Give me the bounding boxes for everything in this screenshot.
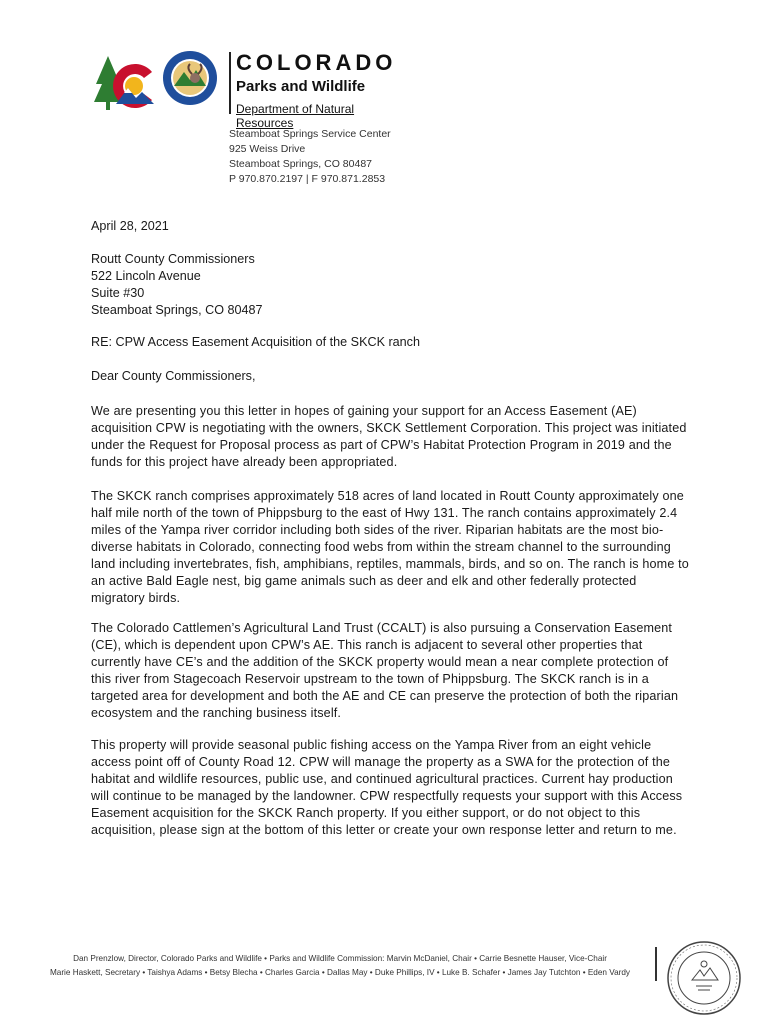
office-city: Steamboat Springs, CO 80487 bbox=[229, 158, 373, 170]
body-paragraph: The SKCK ranch comprises approximately 518 acres of land located in Routt County approximately one half mile north of the town of Phippsburg to the east of Hwy 131. The ranch contains approximately 2.4 miles of the Yampa river corridor including both sides of the river. Riparian habitats are the most bio-diverse habitats in Colorado, connecting food webs from within the stream channel to the surrounding land including invertebrates, fish, amphibians, reptiles, mammals, birds, and so on. The ranch is home to an active Bald Eagle nest, big game animals such as deer and elk and other federally protected migratory birds. bbox=[91, 489, 689, 605]
body-paragraph: We are presenting you this letter in hopes of gaining your support for an Access Easement (AE) acquisition CPW is negotiating with the owners, SKCK Settlement Corporation. This project was initiated under the Request for Proposal process as part of CPW’s Habitat Protection Program in 2019 and the funds for this project have already been appropriated. bbox=[91, 404, 687, 469]
cpw-seal-icon bbox=[162, 50, 218, 106]
recipient-line: 522 Lincoln Avenue bbox=[91, 269, 201, 283]
state-of-colorado-seal-icon bbox=[666, 940, 742, 1016]
body-paragraph: This property will provide seasonal public fishing access on the Yampa River from an eight vehicle access point off of County Road 12. CPW will manage the property as a SWA for the protection of the habitat and wildlife resources, public use, and continued agricultural practices. Current hay production will continue to be managed by the landowner. CPW respectfully requests your support with this Access Easement acquisition for the SKCK Ranch property. If you either support, or do not object to this acquisition, please sign at the bottom of this letter or create your own response letter and return to me. bbox=[91, 738, 683, 837]
subject-line: RE: CPW Access Easement Acquisition of the SKCK ranch bbox=[91, 335, 420, 349]
office-name: Steamboat Springs Service Center bbox=[229, 128, 391, 140]
logo-title: COLORADO bbox=[236, 50, 397, 75]
contact-block bbox=[229, 127, 391, 187]
office-street: 925 Weiss Drive bbox=[229, 143, 306, 155]
footer-line: Dan Prenzlow, Director, Colorado Parks and Wildlife • Parks and Wildlife Commission: Marvin McDaniel, Chair • Carrie Besnette Hauser, Vice-Chair bbox=[73, 954, 607, 963]
office-phone-fax: P 970.870.2197 | F 970.871.2853 bbox=[229, 173, 386, 185]
footer-divider bbox=[655, 947, 657, 981]
footer-line: Marie Haskett, Secretary • Taishya Adams • Betsy Blecha • Charles Garcia • Dallas May • Duke Phillips, IV • Luke B. Schafer • James Jay Tutchton • Eden Vardy bbox=[49, 968, 631, 977]
recipient-address bbox=[91, 251, 263, 319]
recipient-line: Steamboat Springs, CO 80487 bbox=[91, 303, 263, 317]
logo-subtitle: Parks and Wildlife bbox=[236, 78, 366, 95]
colorado-c-mountain-logo-icon bbox=[94, 54, 160, 114]
recipient-line: Routt County Commissioners bbox=[91, 252, 255, 266]
letter-date: April 28, 2021 bbox=[91, 219, 169, 233]
footer-officials bbox=[40, 952, 640, 980]
logo-department: Department of Natural Resources bbox=[236, 102, 355, 130]
logo-divider bbox=[229, 52, 231, 114]
recipient-line: Suite #30 bbox=[91, 286, 145, 300]
cpw-logo-block bbox=[94, 46, 414, 130]
salutation: Dear County Commissioners, bbox=[91, 369, 256, 383]
body-paragraph: The Colorado Cattlemen’s Agricultural Land Trust (CCALT) is also pursuing a Conservation Easement (CE), which is dependent upon CPW’s AE. This ranch is adjacent to several other properties that currently have CE’s and the addition of the SKCK property would mean a near complete protection of this river from Stagecoach Reservoir upstream to the town of Phippsburg. The SKCK ranch is in a targeted area for development and both the AE and CE can preserve the protection of both the riparian ecosystem and the ranching business itself. bbox=[91, 621, 679, 720]
